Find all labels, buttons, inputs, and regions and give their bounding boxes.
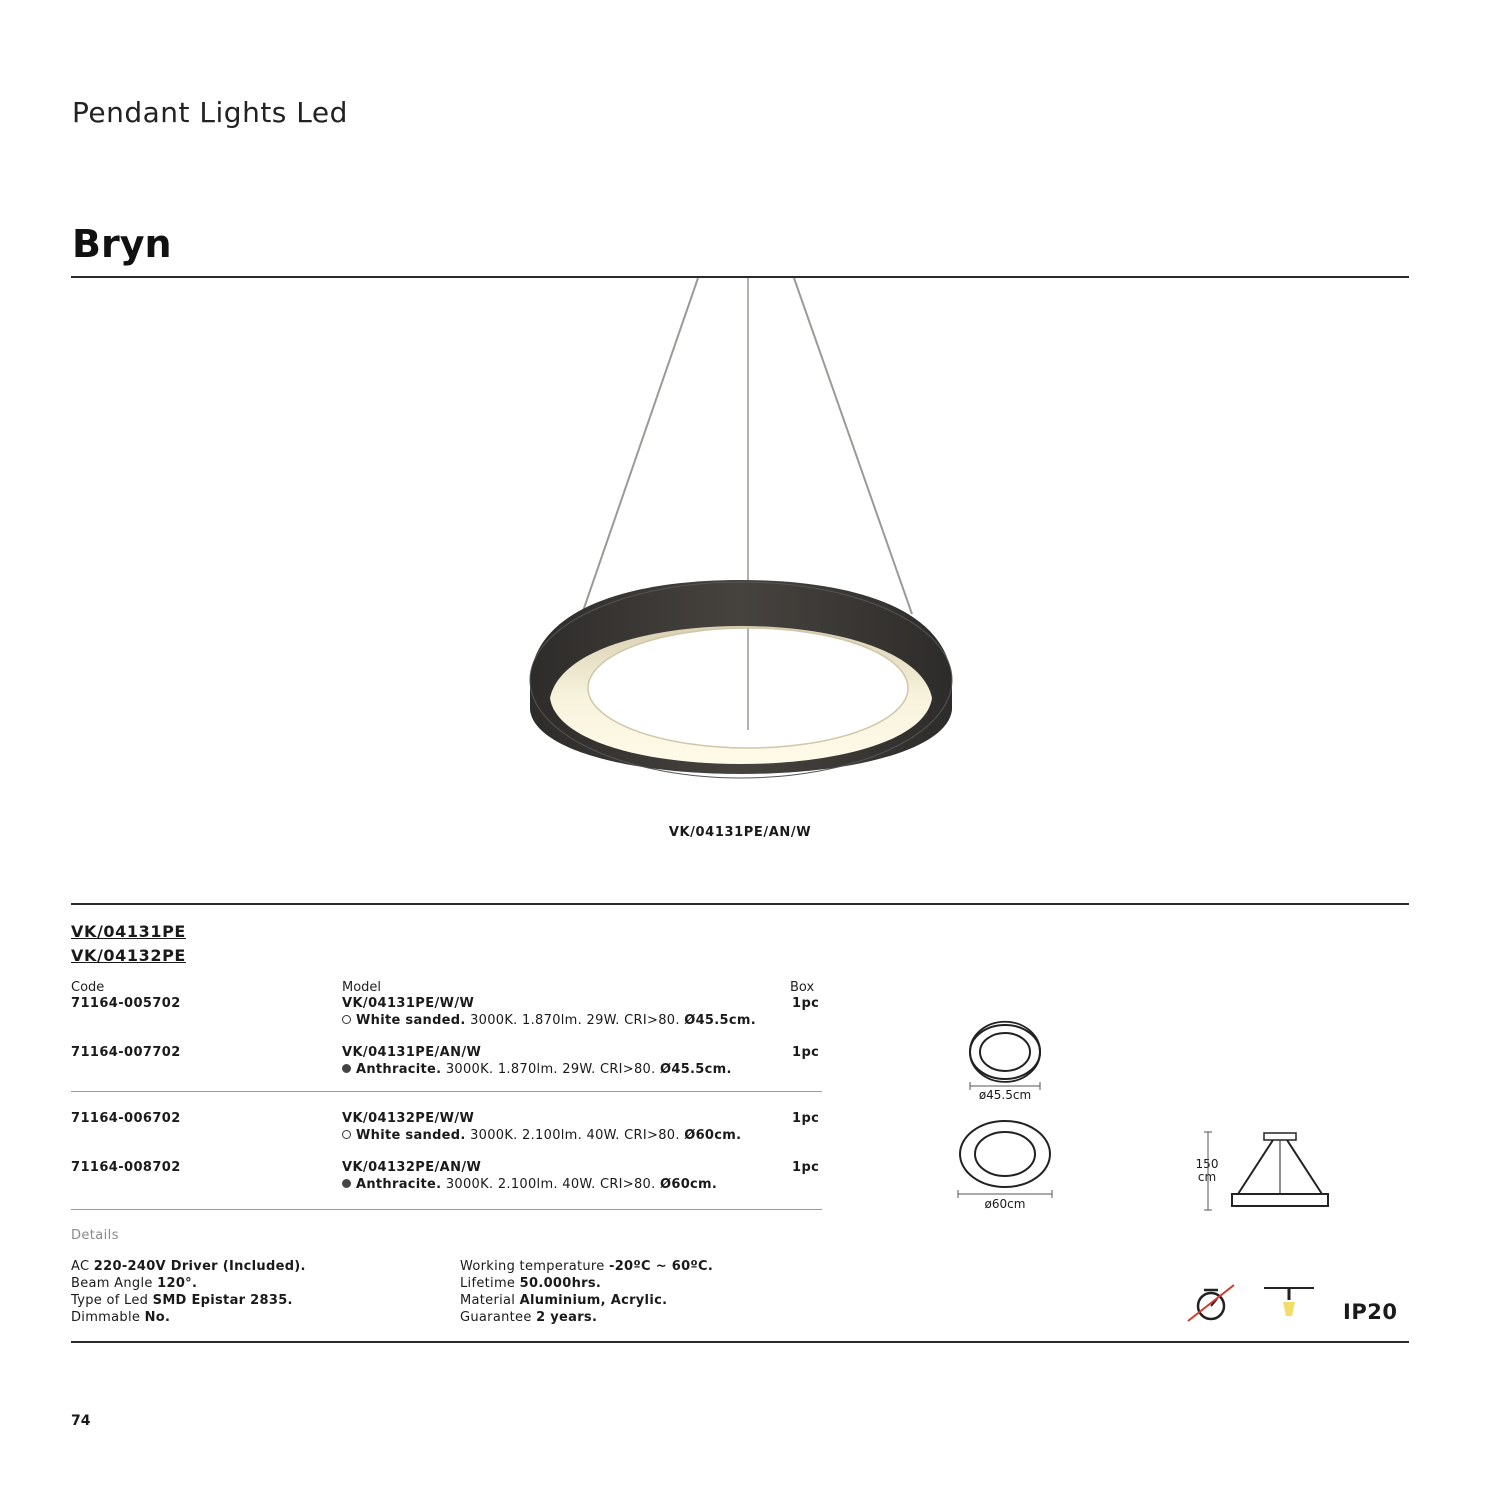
spec-working-temp: Working temperature -20ºC ~ 60ºC.: [460, 1259, 714, 1274]
row-model: VK/04131PE/AN/W: [342, 1045, 482, 1060]
details-left-column: [71, 1258, 306, 1326]
row-model: VK/04132PE/W/W: [342, 1111, 475, 1126]
product-photo: [500, 278, 980, 798]
diameter-large-icon: [952, 1118, 1058, 1200]
spec-beam-angle: Beam Angle 120°.: [71, 1276, 198, 1291]
box-column-header: Box: [790, 980, 815, 995]
row-description: White sanded. 3000K. 2.100lm. 40W. CRI>80. Ø60cm.: [342, 1128, 741, 1143]
diameter-small-label: ø45.5cm: [978, 1088, 1032, 1102]
spec-material: Material Aluminium, Acrylic.: [460, 1293, 668, 1308]
row-model: VK/04132PE/AN/W: [342, 1160, 482, 1175]
product-name: Bryn: [72, 222, 172, 266]
spec-dimmable: Dimmable No.: [71, 1310, 171, 1325]
anthracite-swatch-icon: [342, 1064, 351, 1073]
spec-driver: AC 220-240V Driver (Included).: [71, 1259, 306, 1274]
row-code: 71164-006702: [71, 1111, 181, 1126]
code-column-header: Code: [71, 980, 105, 995]
no-dimmer-icon: [1186, 1284, 1238, 1324]
details-right-column: [460, 1258, 713, 1326]
series-link-2[interactable]: VK/04132PE: [71, 946, 186, 965]
row-description: White sanded. 3000K. 1.870lm. 29W. CRI>80. Ø45.5cm.: [342, 1013, 756, 1028]
row-code: 71164-007702: [71, 1045, 181, 1060]
row-box: 1pc: [792, 1160, 820, 1175]
spec-guarantee: Guarantee 2 years.: [460, 1310, 598, 1325]
row-model: VK/04131PE/W/W: [342, 996, 475, 1011]
white-swatch-icon: [342, 1130, 351, 1139]
row-code: 71164-008702: [71, 1160, 181, 1175]
ip-rating: IP20: [1343, 1300, 1398, 1324]
table-bottom-divider: [71, 1209, 822, 1210]
group-divider: [71, 1091, 822, 1092]
spec-lifetime: Lifetime 50.000hrs.: [460, 1276, 602, 1291]
photo-caption: VK/04131PE/AN/W: [668, 825, 812, 840]
model-column-header: Model: [342, 980, 382, 995]
category-title: Pendant Lights Led: [72, 96, 348, 129]
height-diagram-icon: [1198, 1128, 1338, 1214]
row-box: 1pc: [792, 996, 820, 1011]
diameter-large-label: ø60cm: [984, 1197, 1026, 1211]
row-description: Anthracite. 3000K. 1.870lm. 29W. CRI>80. Ø45.5cm.: [342, 1062, 732, 1077]
white-swatch-icon: [342, 1015, 351, 1024]
spec-led-type: Type of Led SMD Epistar 2835.: [71, 1293, 293, 1308]
row-code: 71164-005702: [71, 996, 181, 1011]
pendant-light-icon: [1262, 1286, 1316, 1322]
row-description: Anthracite. 3000K. 2.100lm. 40W. CRI>80. Ø60cm.: [342, 1177, 717, 1192]
series-link-1[interactable]: VK/04131PE: [71, 922, 186, 941]
page-number: 74: [71, 1413, 91, 1429]
section-divider: [71, 903, 1409, 905]
suspension-wire-left: [582, 278, 698, 614]
row-box: 1pc: [792, 1045, 820, 1060]
diameter-small-icon: [962, 1020, 1048, 1092]
footer-divider: [71, 1341, 1409, 1343]
suspension-wire-right: [794, 278, 912, 614]
height-label: 150 cm: [1195, 1157, 1219, 1184]
anthracite-swatch-icon: [342, 1179, 351, 1188]
details-heading: Details: [71, 1228, 119, 1243]
row-box: 1pc: [792, 1111, 820, 1126]
